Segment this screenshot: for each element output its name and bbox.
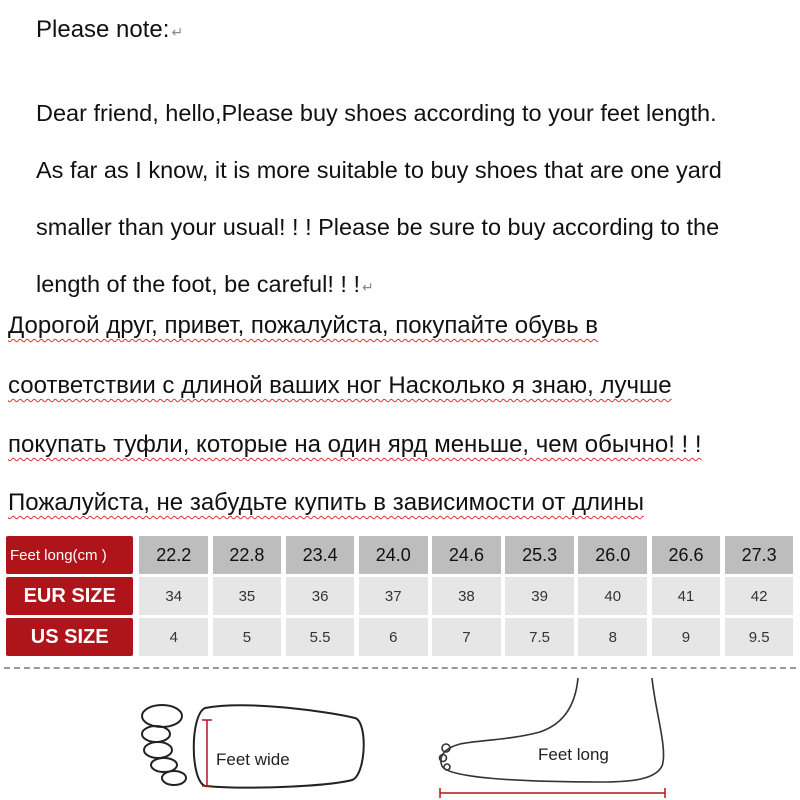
us-size-cell: 5.5 [286,618,355,656]
note-title: Please note: ↵ [36,16,184,43]
foot-diagrams [0,670,800,800]
russian-line-1: Дорогой друг, привет, пожалуйста, покупайте обувь в [8,312,599,339]
us-size-cell: 6 [359,618,428,656]
dashed-divider [4,667,796,669]
feet-long-cell: 24.6 [432,536,501,574]
eur-size-cell: 40 [578,577,647,615]
paragraph-mark-icon: ↵ [362,279,374,295]
feet-long-row [6,536,798,574]
feet-long-cell: 27.3 [725,536,794,574]
eur-size-cell: 34 [139,577,208,615]
feet-long-cell: 23.4 [286,536,355,574]
us-size-cell: 5 [213,618,282,656]
eur-size-cell: 39 [505,577,574,615]
paragraph-mark-icon: ↵ [171,24,184,40]
eur-size-row [6,577,798,615]
eur-size-cell: 35 [213,577,282,615]
us-size-cell: 8 [578,618,647,656]
feet-long-header: Feet long(cm ) [6,536,133,574]
us-size-cell: 7 [432,618,501,656]
russian-line-3: покупать туфли, которые на один ярд меньше, чем обычно! ! ! [8,431,702,458]
feet-long-cell: 26.0 [578,536,647,574]
eur-size-cell: 36 [286,577,355,615]
feet-long-cell: 26.6 [652,536,721,574]
english-line-2: As far as I know, it is more suitable to buy shoes that are one yard [36,157,722,183]
us-size-header: US SIZE [6,618,133,656]
eur-size-header: EUR SIZE [6,577,133,615]
us-size-cell: 9 [652,618,721,656]
english-line-1: Dear friend, hello,Please buy shoes according to your feet length. [36,100,717,126]
us-size-cell: 7.5 [505,618,574,656]
foot-sole-outline [142,705,364,788]
us-size-cell: 4 [139,618,208,656]
feet-long-marker [440,788,665,798]
english-line-4: length of the foot, be careful! ! ! ↵ [36,271,374,297]
feet-long-label: Feet long [538,745,609,764]
english-line-3: smaller than your usual! ! ! Please be sure to buy according to the [36,214,720,240]
feet-long-cell: 22.8 [213,536,282,574]
feet-wide-marker [202,720,212,786]
eur-size-cell: 41 [652,577,721,615]
foot-side-outline [440,678,664,782]
eur-size-cell: 37 [359,577,428,615]
eur-size-cell: 42 [725,577,794,615]
eur-size-cell: 38 [432,577,501,615]
feet-long-cell: 22.2 [139,536,208,574]
us-size-cell: 9.5 [725,618,794,656]
us-size-row [6,618,798,656]
feet-wide-label: Feet wide [216,750,290,769]
feet-long-cell: 25.3 [505,536,574,574]
russian-line-2: соответствии с длиной ваших ног Насколько я знаю, лучше [8,372,672,399]
russian-line-4: Пожалуйста, не забудьте купить в зависимости от длины [8,489,644,516]
feet-long-cell: 24.0 [359,536,428,574]
size-table [6,536,798,659]
